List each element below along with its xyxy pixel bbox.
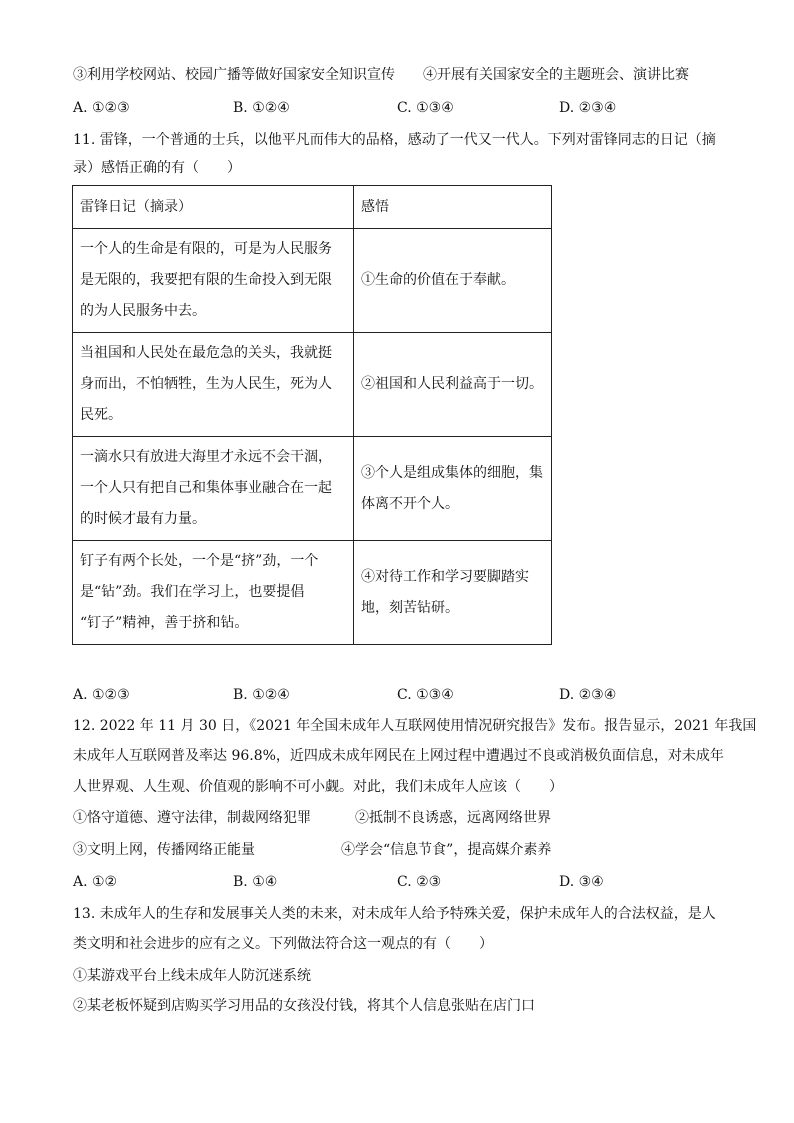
q10-item-4: ④开展有关国家安全的主题班会、演讲比赛 <box>423 67 689 83</box>
option-a[interactable]: A. ①②③ <box>73 687 130 703</box>
table-header-row <box>73 186 552 229</box>
insight-line: ④对待工作和学习要脚踏实 <box>361 568 529 585</box>
diary-line: “钉子”精神，善于挤和钻。 <box>80 615 249 631</box>
option-c[interactable]: C. ①③④ <box>397 100 454 116</box>
q13-item-1: ①某游戏平台上线未成年人防沉迷系统 <box>73 968 311 984</box>
table-header-insight: 感悟 <box>354 186 552 229</box>
diary-line: 是无限的，我要把有限的生命投入到无限 <box>80 272 332 288</box>
option-d[interactable]: D. ②③④ <box>559 687 617 703</box>
diary-cell <box>73 333 354 437</box>
diary-line: 的时候才最有力量。 <box>80 511 206 527</box>
option-d[interactable]: D. ③④ <box>559 874 604 890</box>
diary-cell <box>73 541 354 645</box>
option-b[interactable]: B. ①④ <box>233 874 278 890</box>
q11-options <box>73 685 633 705</box>
diary-line: 一滴水只有放进大海里才永远不会干涸， <box>80 449 332 465</box>
insight-line: 体离不开个人。 <box>361 495 459 512</box>
insight-cell <box>354 437 552 541</box>
option-b[interactable]: B. ①②④ <box>233 687 290 703</box>
q11-stem-line-1: 11. 雷锋，一个普通的士兵，以他平凡而伟大的品格，感动了一代又一代人。下列对雷锋同志的日记（摘 <box>73 132 716 148</box>
q10-item-3: ③利用学校网站、校园广播等做好国家安全知识宣传 <box>73 67 395 83</box>
q12-options <box>73 872 633 892</box>
q12-stem-line-3: 人世界观、人生观、价值观的影响不可小觑。对此，我们未成年人应该（ ） <box>73 779 563 795</box>
option-c[interactable]: C. ①③④ <box>397 687 454 703</box>
q12-items-row-2 <box>73 840 552 860</box>
diary-line: 一个人的生命是有限的，可是为人民服务 <box>80 241 332 257</box>
insight-line: ②祖国和人民利益高于一切。 <box>361 376 543 392</box>
table-row <box>73 333 552 437</box>
insight-cell <box>354 229 552 333</box>
option-a[interactable]: A. ①②③ <box>73 100 130 116</box>
diary-line: 民死。 <box>80 407 122 423</box>
table-header-diary: 雷锋日记（摘录） <box>73 186 354 229</box>
diary-cell <box>73 229 354 333</box>
q10-options <box>73 98 633 118</box>
q12-stem-line-1: 12. 2022 年 11 月 30 日，《2021 年全国未成年人互联网使用情况研究报告》发布。报告显示，2021 年我国 <box>73 718 757 734</box>
option-c[interactable]: C. ②③ <box>397 874 442 890</box>
diary-line: 一个人只有把自己和集体事业融合在一起 <box>80 480 332 496</box>
option-b[interactable]: B. ①②④ <box>233 100 290 116</box>
table-row <box>73 229 552 333</box>
q12-item-4: ④学会“信息节食”，提高媒介素养 <box>341 842 552 858</box>
diary-line: 的为人民服务中去。 <box>80 303 206 319</box>
diary-line: 是“钻”劲。我们在学习上，也要提倡 <box>80 584 305 600</box>
lei-feng-diary-table <box>72 185 552 645</box>
diary-line: 当祖国和人民处在最危急的关头，我就挺 <box>80 345 332 361</box>
q13-stem-line-1: 13. 未成年人的生存和发展事关人类的未来，对未成年人给予特殊关爱，保护未成年人的合法权益，是人 <box>73 906 716 922</box>
diary-line: 身而出，不怕牺牲，生为人民生，死为人 <box>80 376 332 392</box>
q12-stem-line-2: 未成年人互联网普及率达 96.8%，近四成未成年网民在上网过程中遭遇过不良或消极负面信息，对未成年 <box>73 748 724 764</box>
option-d[interactable]: D. ②③④ <box>559 100 617 116</box>
q10-items-row <box>73 65 689 85</box>
q11-stem-line-2: 录）感悟正确的有（ ） <box>73 160 241 176</box>
q12-item-2: ②抵制不良诱惑，远离网络世界 <box>355 810 551 826</box>
insight-line: ③个人是组成集体的细胞，集 <box>361 464 543 481</box>
diary-line: 钉子有两个长处，一个是“挤”劲，一个 <box>80 553 319 569</box>
diary-cell <box>73 437 354 541</box>
q13-stem-line-2: 类文明和社会进步的应有之义。下列做法符合这一观点的有（ ） <box>73 936 493 952</box>
table-row <box>73 437 552 541</box>
insight-line: 地，刻苦钻研。 <box>361 599 459 616</box>
option-a[interactable]: A. ①② <box>73 874 118 890</box>
insight-cell <box>354 541 552 645</box>
q12-item-3: ③文明上网，传播网络正能量 <box>73 842 255 858</box>
table-row <box>73 541 552 645</box>
q13-item-2: ②某老板怀疑到店购买学习用品的女孩没付钱，将其个人信息张贴在店门口 <box>73 998 535 1014</box>
insight-line: ①生命的价值在于奉献。 <box>361 272 515 288</box>
insight-cell <box>354 333 552 437</box>
q12-item-1: ①恪守道德、遵守法律，制裁网络犯罪 <box>73 810 311 826</box>
q12-items-row-1 <box>73 808 551 828</box>
